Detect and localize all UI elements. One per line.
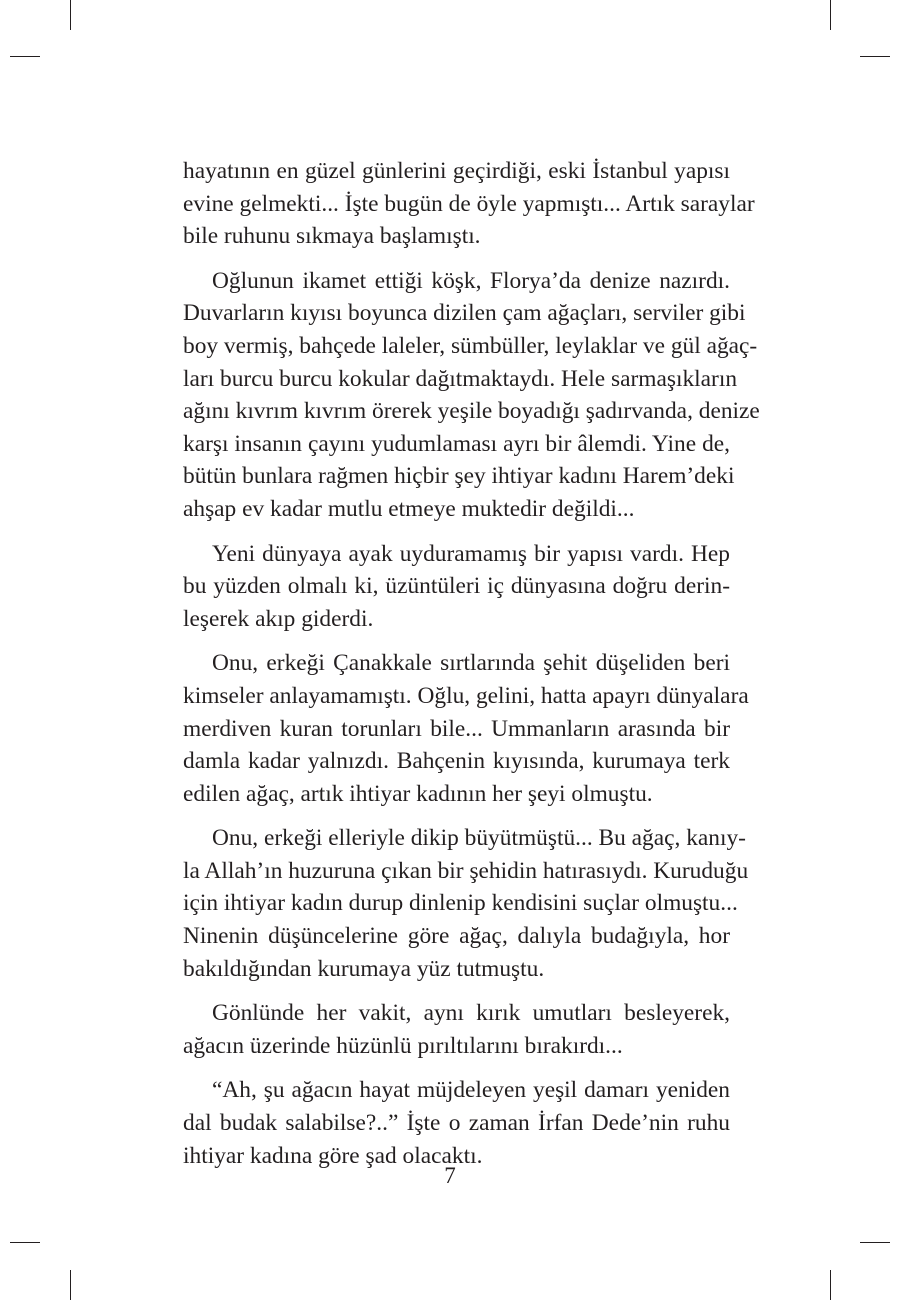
text-line: “Ah, şu ağacın hayat müjdeleyen yeşil damarı yeniden <box>212 1077 730 1104</box>
text-line: kimseler anlayamamıştı. Oğlu, gelini, hatta apayrı dünyalara <box>183 682 749 709</box>
text-line: Oğlunun ikamet ettiği köşk, Florya’da denize nazırdı. <box>212 267 730 294</box>
crop-mark-bottom-right-horizontal <box>860 1242 890 1243</box>
crop-mark-top-left-horizontal <box>10 56 40 57</box>
text-line: ağacın üzerinde hüzünlü pırıltılarını bırakırdı... <box>183 1032 623 1059</box>
paragraph <box>183 997 730 1062</box>
text-line: bütün bunlara rağmen hiçbir şey ihtiyar kadını Harem’deki <box>183 463 735 490</box>
text-line: leşerek akıp giderdi. <box>183 605 374 632</box>
paragraph <box>183 265 760 526</box>
page-number: 7 <box>444 1163 456 1188</box>
crop-mark-top-right-horizontal <box>860 56 890 57</box>
text-line: dal budak salabilse?..” İşte o zaman İrfan Dede’nin ruhu <box>183 1110 730 1137</box>
text-line: damla kadar yalnızdı. Bahçenin kıyısında, kurumaya terk <box>183 748 730 775</box>
crop-mark-bottom-right-vertical <box>830 1270 831 1300</box>
text-line: ahşap ev kadar mutlu etmeye muktedir değildi... <box>183 495 635 522</box>
text-line: la Allah’ın huzuruna çıkan bir şehidin hatırasıydı. Kuruduğu <box>183 857 749 884</box>
text-line: bile ruhunu sıkmaya başlamıştı. <box>183 223 481 250</box>
text-line: Ninenin düşüncelerine göre ağaç, dalıyla budağıyla, hor <box>183 923 730 950</box>
text-line: ihtiyar kadına göre şad olacaktı. <box>183 1142 483 1169</box>
text-line: Duvarların kıyısı boyunca dizilen çam ağaçları, serviler gibi <box>183 300 746 327</box>
text-line: edilen ağaç, artık ihtiyar kadının her şeyi olmuştu. <box>183 780 653 807</box>
text-line: için ihtiyar kadın durup dinlenip kendisini suçlar olmuştu... <box>183 890 738 917</box>
text-line: ları burcu burcu kokular dağıtmaktaydı. Hele sarmaşıkların <box>183 365 738 392</box>
text-line: boy vermiş, bahçede laleler, sümbüller, leylaklar ve gül ağaç- <box>183 332 758 359</box>
paragraph <box>183 538 730 636</box>
text-line: Onu, erkeği Çanakkale sırtlarında şehit düşeliden beri <box>212 650 730 677</box>
text-line: ağını kıvrım kıvrım örerek yeşile boyadığı şadırvanda, denize <box>183 398 760 425</box>
paragraph <box>183 647 749 810</box>
text-line: Onu, erkeği elleriyle dikip büyütmüştü... Bu ağaç, kanıy- <box>212 825 746 852</box>
text-line: evine gelmekti... İşte bugün de öyle yapmıştı... Artık saraylar <box>183 190 755 217</box>
crop-mark-bottom-left-horizontal <box>10 1242 40 1243</box>
text-line: merdiven kuran torunları bile... Ummanların arasında bir <box>183 715 730 742</box>
paragraph <box>183 822 749 985</box>
body-text <box>183 155 760 1184</box>
paragraph <box>183 155 755 253</box>
crop-mark-bottom-left-vertical <box>70 1270 71 1300</box>
text-line: bakıldığından kurumaya yüz tutmuştu. <box>183 955 545 982</box>
crop-mark-top-left-vertical <box>70 0 71 30</box>
text-line: Gönlünde her vakit, aynı kırık umutları besleyerek, <box>212 1000 730 1027</box>
text-line: hayatının en güzel günlerini geçirdiği, eski İstanbul yapısı <box>183 158 730 184</box>
text-line: karşı insanın çayını yudumlaması ayrı bir âlemdi. Yine de, <box>183 430 730 457</box>
crop-mark-top-right-vertical <box>830 0 831 30</box>
paragraph <box>183 1074 730 1172</box>
text-line: Yeni dünyaya ayak uyduramamış bir yapısı vardı. Hep <box>212 540 730 567</box>
text-line: bu yüzden olmalı ki, üzüntüleri iç dünyasına doğru derin- <box>183 573 730 600</box>
